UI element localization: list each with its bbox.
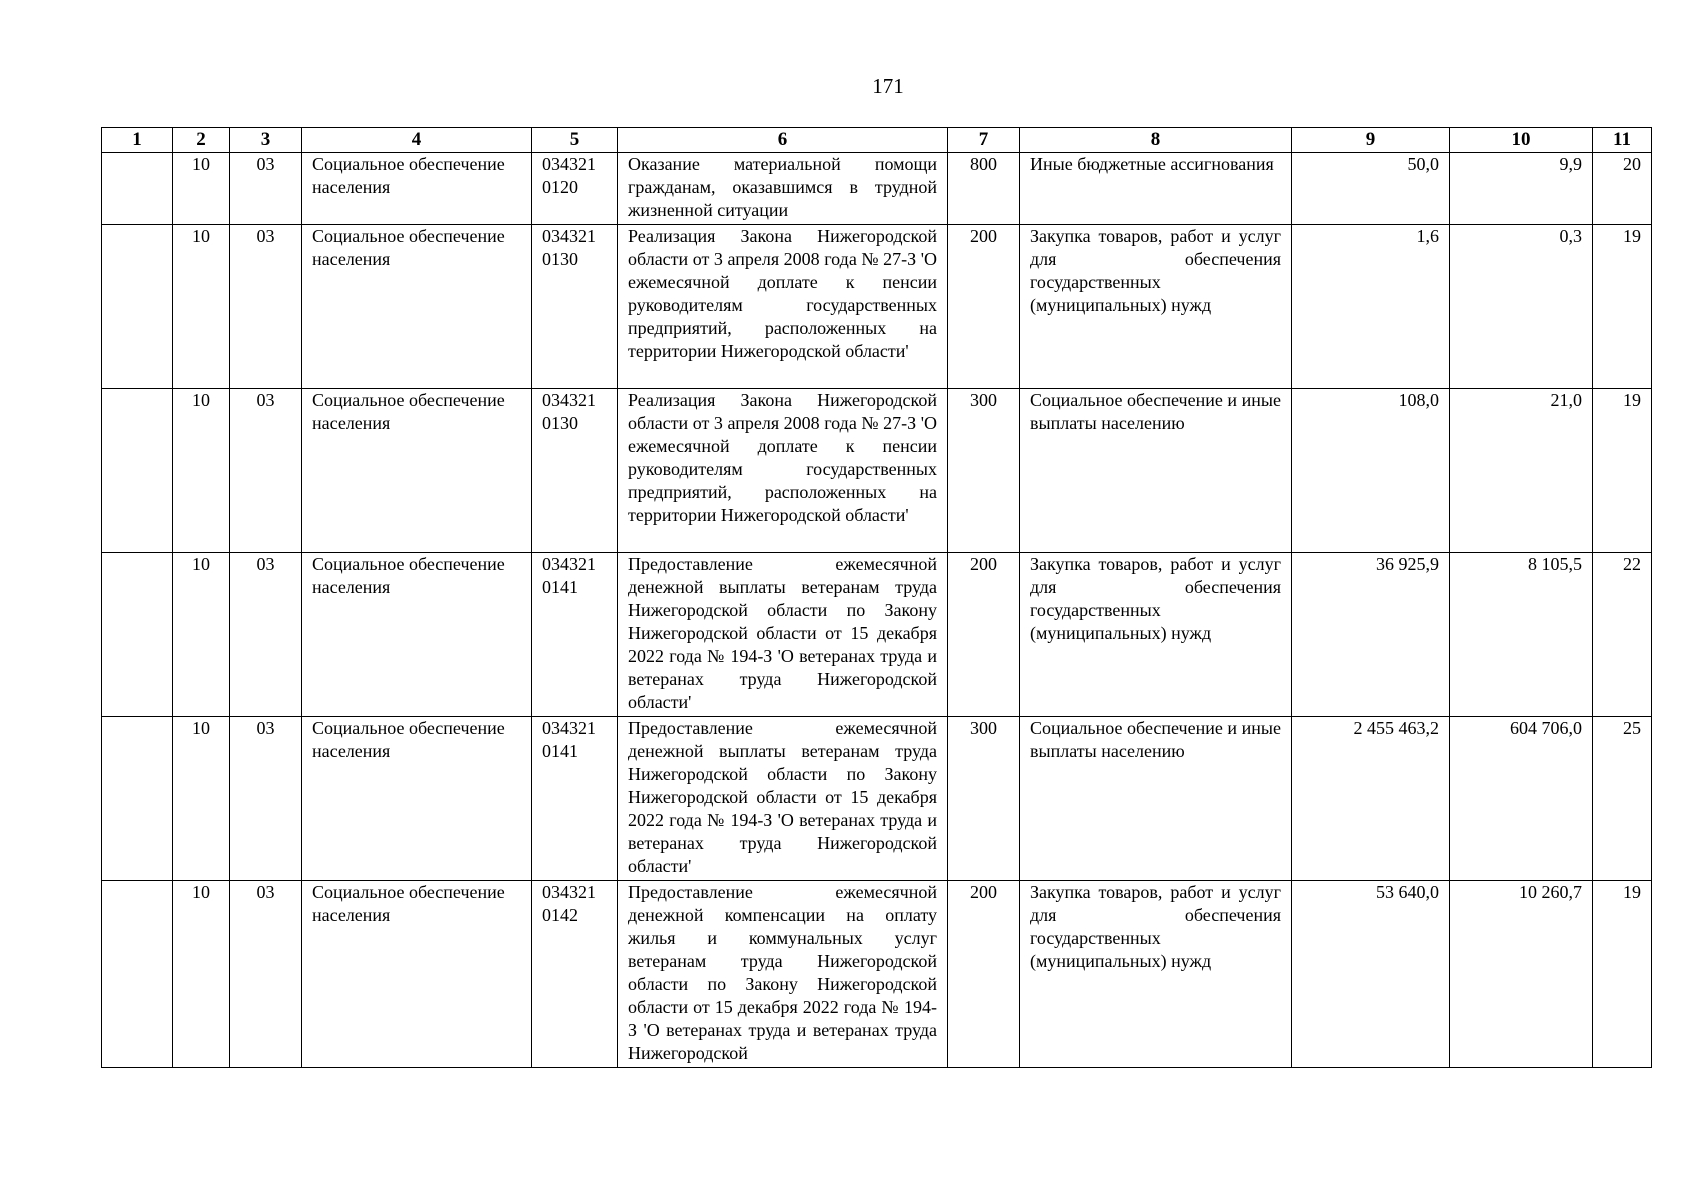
- code-part-2: 0142: [542, 905, 578, 925]
- cell-section-name: Социальное обеспечение населения: [302, 881, 532, 1068]
- cell-plan: 50,0: [1292, 153, 1450, 225]
- cell-plan: 53 640,0: [1292, 881, 1450, 1068]
- cell-actual: 0,3: [1450, 225, 1593, 389]
- column-header: 11: [1593, 128, 1652, 153]
- cell-expense-name: Закупка товаров, работ и услуг для обеспечения государственных (муниципальных) нужд: [1020, 553, 1292, 717]
- cell-expense-name: Иные бюджетные ассигнования: [1020, 153, 1292, 225]
- cell-expense-name: Социальное обеспечение и иные выплаты населению: [1020, 389, 1292, 553]
- cell-percent: 20: [1593, 153, 1652, 225]
- column-header: 7: [948, 128, 1020, 153]
- cell-expense-name: Социальное обеспечение и иные выплаты населению: [1020, 717, 1292, 881]
- cell-expense-type: 200: [948, 225, 1020, 389]
- cell-section: 10: [173, 717, 230, 881]
- cell-section: 10: [173, 153, 230, 225]
- table-row: [102, 225, 1652, 389]
- cell-col1: [102, 881, 173, 1068]
- cell-target-code: [532, 225, 618, 389]
- cell-actual: 8 105,5: [1450, 553, 1593, 717]
- column-header: 5: [532, 128, 618, 153]
- cell-expense-type: 300: [948, 389, 1020, 553]
- cell-subsection: 03: [230, 881, 302, 1068]
- cell-target-code: [532, 881, 618, 1068]
- cell-description: Оказание материальной помощи гражданам, оказавшимся в трудной жизненной ситуации: [618, 153, 948, 225]
- cell-section-name: Социальное обеспечение населения: [302, 153, 532, 225]
- cell-section: 10: [173, 553, 230, 717]
- cell-section: 10: [173, 881, 230, 1068]
- cell-description: Предоставление ежемесячной денежной компенсации на оплату жилья и коммунальных услуг ветеранам труда Нижегородской области по Закону Нижегородской области от 15 декабря 2022 года № 194-З 'О ветеранах труда и ветеранах труда Нижегородской: [618, 881, 948, 1068]
- cell-subsection: 03: [230, 389, 302, 553]
- code-part-2: 0141: [542, 577, 578, 597]
- cell-subsection: 03: [230, 153, 302, 225]
- cell-percent: 25: [1593, 717, 1652, 881]
- cell-description: Предоставление ежемесячной денежной выплаты ветеранам труда Нижегородской области по Закону Нижегородской области от 15 декабря 2022 года № 194-З 'О ветеранах труда и ветеранах труда Нижегородской области': [618, 717, 948, 881]
- code-part-1: 034321: [542, 718, 596, 738]
- cell-subsection: 03: [230, 717, 302, 881]
- table-row: [102, 153, 1652, 225]
- cell-expense-name: Закупка товаров, работ и услуг для обеспечения государственных (муниципальных) нужд: [1020, 225, 1292, 389]
- table-row: [102, 389, 1652, 553]
- cell-section: 10: [173, 389, 230, 553]
- cell-subsection: 03: [230, 553, 302, 717]
- cell-plan: 36 925,9: [1292, 553, 1450, 717]
- code-part-2: 0120: [542, 177, 578, 197]
- column-header: 1: [102, 128, 173, 153]
- cell-section-name: Социальное обеспечение населения: [302, 225, 532, 389]
- cell-expense-type: 300: [948, 717, 1020, 881]
- cell-plan: 2 455 463,2: [1292, 717, 1450, 881]
- cell-description: Реализация Закона Нижегородской области от 3 апреля 2008 года № 27-З 'О ежемесячной доплате к пенсии руководителям государственных предприятий, расположенных на территории Нижегородской области': [618, 225, 948, 389]
- cell-expense-type: 200: [948, 553, 1020, 717]
- table-row: [102, 717, 1652, 881]
- cell-target-code: [532, 553, 618, 717]
- column-header: 9: [1292, 128, 1450, 153]
- header-row: [102, 128, 1652, 153]
- code-part-1: 034321: [542, 554, 596, 574]
- code-part-2: 0130: [542, 249, 578, 269]
- column-header: 3: [230, 128, 302, 153]
- cell-target-code: [532, 153, 618, 225]
- table-row: [102, 881, 1652, 1068]
- cell-description: Предоставление ежемесячной денежной выплаты ветеранам труда Нижегородской области по Закону Нижегородской области от 15 декабря 2022 года № 194-З 'О ветеранах труда и ветеранах труда Нижегородской области': [618, 553, 948, 717]
- cell-col1: [102, 153, 173, 225]
- cell-col1: [102, 717, 173, 881]
- code-part-1: 034321: [542, 882, 596, 902]
- cell-description: Реализация Закона Нижегородской области от 3 апреля 2008 года № 27-З 'О ежемесячной доплате к пенсии руководителям государственных предприятий, расположенных на территории Нижегородской области': [618, 389, 948, 553]
- cell-col1: [102, 389, 173, 553]
- cell-expense-name: Закупка товаров, работ и услуг для обеспечения государственных (муниципальных) нужд: [1020, 881, 1292, 1068]
- cell-target-code: [532, 389, 618, 553]
- cell-col1: [102, 225, 173, 389]
- cell-section-name: Социальное обеспечение населения: [302, 553, 532, 717]
- code-part-1: 034321: [542, 154, 596, 174]
- cell-percent: 19: [1593, 389, 1652, 553]
- column-header: 4: [302, 128, 532, 153]
- column-header: 8: [1020, 128, 1292, 153]
- cell-section: 10: [173, 225, 230, 389]
- table-row: [102, 553, 1652, 717]
- cell-percent: 19: [1593, 881, 1652, 1068]
- column-header: 6: [618, 128, 948, 153]
- code-part-1: 034321: [542, 226, 596, 246]
- budget-table: [101, 127, 1652, 1068]
- column-header: 2: [173, 128, 230, 153]
- cell-section-name: Социальное обеспечение населения: [302, 717, 532, 881]
- cell-target-code: [532, 717, 618, 881]
- cell-plan: 1,6: [1292, 225, 1450, 389]
- cell-actual: 10 260,7: [1450, 881, 1593, 1068]
- cell-section-name: Социальное обеспечение населения: [302, 389, 532, 553]
- code-part-1: 034321: [542, 390, 596, 410]
- cell-actual: 604 706,0: [1450, 717, 1593, 881]
- cell-plan: 108,0: [1292, 389, 1450, 553]
- cell-percent: 22: [1593, 553, 1652, 717]
- cell-actual: 9,9: [1450, 153, 1593, 225]
- column-header: 10: [1450, 128, 1593, 153]
- cell-subsection: 03: [230, 225, 302, 389]
- code-part-2: 0130: [542, 413, 578, 433]
- cell-percent: 19: [1593, 225, 1652, 389]
- code-part-2: 0141: [542, 741, 578, 761]
- cell-actual: 21,0: [1450, 389, 1593, 553]
- cell-col1: [102, 553, 173, 717]
- page-number: 171: [872, 74, 904, 98]
- cell-expense-type: 800: [948, 153, 1020, 225]
- cell-expense-type: 200: [948, 881, 1020, 1068]
